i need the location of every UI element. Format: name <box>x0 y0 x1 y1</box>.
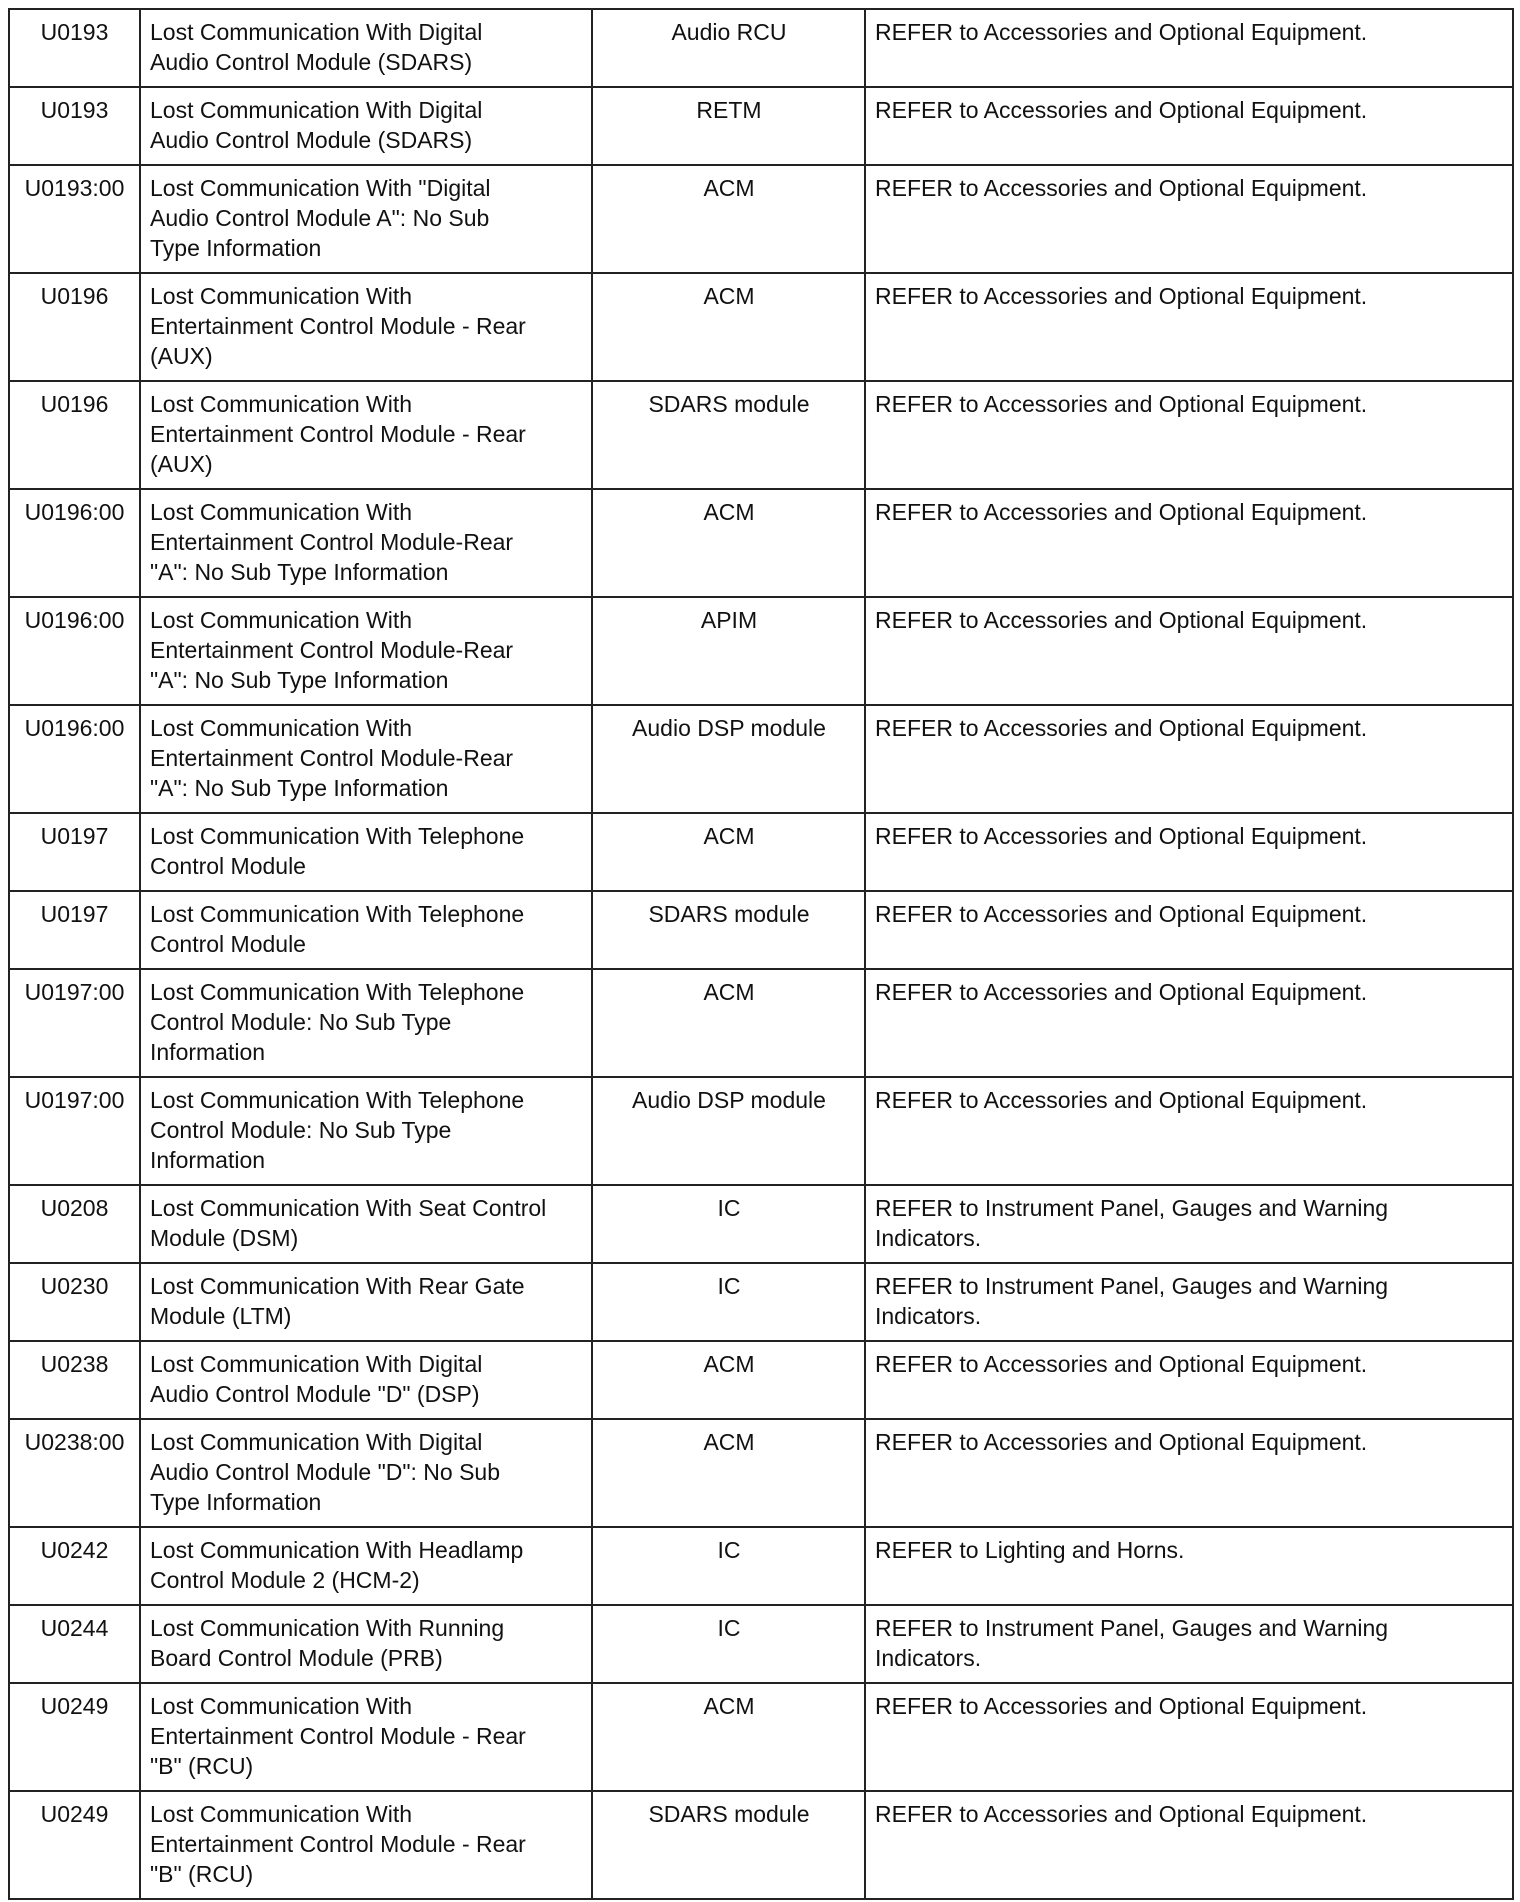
table-row <box>9 489 1513 597</box>
description-line: Entertainment Control Module-Rear <box>150 745 514 771</box>
description-cell <box>140 273 592 381</box>
module-cell: ACM <box>592 165 865 273</box>
description-line: Audio Control Module A": No Sub <box>150 205 490 231</box>
table-row <box>9 813 1513 891</box>
description-cell <box>140 705 592 813</box>
action-cell <box>865 597 1513 705</box>
action-line: Indicators. <box>875 1225 982 1251</box>
module-cell: ACM <box>592 273 865 381</box>
module-cell: IC <box>592 1605 865 1683</box>
action-line: REFER to Lighting and Horns. <box>875 1537 1185 1563</box>
dtc-code-cell: U0197 <box>9 813 140 891</box>
description-line: (AUX) <box>150 343 213 369</box>
description-line: "A": No Sub Type Information <box>150 775 449 801</box>
action-line: REFER to Accessories and Optional Equipment. <box>875 607 1368 633</box>
dtc-code-cell: U0208 <box>9 1185 140 1263</box>
description-line: Lost Communication With <box>150 1693 413 1719</box>
action-cell <box>865 969 1513 1077</box>
description-line: Audio Control Module "D" (DSP) <box>150 1381 480 1407</box>
dtc-code-cell: U0197:00 <box>9 1077 140 1185</box>
description-cell <box>140 1527 592 1605</box>
description-cell <box>140 891 592 969</box>
description-cell <box>140 813 592 891</box>
description-cell <box>140 1185 592 1263</box>
dtc-code-cell: U0193 <box>9 87 140 165</box>
action-line: REFER to Instrument Panel, Gauges and Warning <box>875 1615 1389 1641</box>
table-row <box>9 1527 1513 1605</box>
description-cell <box>140 1791 592 1899</box>
dtc-code-cell: U0196:00 <box>9 597 140 705</box>
description-line: Lost Communication With Rear Gate <box>150 1273 525 1299</box>
dtc-code-cell: U0244 <box>9 1605 140 1683</box>
description-line: Audio Control Module (SDARS) <box>150 49 473 75</box>
description-line: (AUX) <box>150 451 213 477</box>
table-row <box>9 1791 1513 1899</box>
description-cell <box>140 597 592 705</box>
description-line: Type Information <box>150 235 322 261</box>
module-cell: Audio DSP module <box>592 1077 865 1185</box>
description-cell <box>140 1077 592 1185</box>
module-cell: SDARS module <box>592 381 865 489</box>
table-row <box>9 969 1513 1077</box>
dtc-code-cell: U0197:00 <box>9 969 140 1077</box>
table-row <box>9 597 1513 705</box>
description-line: Lost Communication With Digital <box>150 97 483 123</box>
table-row <box>9 273 1513 381</box>
action-cell <box>865 705 1513 813</box>
module-cell: ACM <box>592 489 865 597</box>
module-cell: ACM <box>592 813 865 891</box>
module-cell: Audio RCU <box>592 9 865 87</box>
action-cell <box>865 1791 1513 1899</box>
description-line: Entertainment Control Module-Rear <box>150 529 514 555</box>
table-row <box>9 1341 1513 1419</box>
dtc-code-cell: U0238:00 <box>9 1419 140 1527</box>
description-line: Control Module <box>150 931 306 957</box>
description-line: Board Control Module (PRB) <box>150 1645 443 1671</box>
action-cell <box>865 1683 1513 1791</box>
table-row <box>9 1683 1513 1791</box>
module-cell: RETM <box>592 87 865 165</box>
action-line: REFER to Instrument Panel, Gauges and Warning <box>875 1273 1389 1299</box>
description-line: Control Module: No Sub Type <box>150 1009 452 1035</box>
description-line: Lost Communication With <box>150 283 413 309</box>
description-line: Lost Communication With "Digital <box>150 175 491 201</box>
action-line: REFER to Accessories and Optional Equipment. <box>875 1429 1368 1455</box>
table-row <box>9 1185 1513 1263</box>
action-line: REFER to Accessories and Optional Equipment. <box>875 1693 1368 1719</box>
description-line: Lost Communication With <box>150 715 413 741</box>
action-line: REFER to Accessories and Optional Equipment. <box>875 715 1368 741</box>
dtc-code-cell: U0196 <box>9 381 140 489</box>
description-line: Lost Communication With Digital <box>150 1429 483 1455</box>
description-cell <box>140 9 592 87</box>
action-cell <box>865 9 1513 87</box>
description-line: Lost Communication With <box>150 391 413 417</box>
dtc-code-cell: U0249 <box>9 1791 140 1899</box>
description-cell <box>140 1341 592 1419</box>
action-cell <box>865 1341 1513 1419</box>
module-cell: Audio DSP module <box>592 705 865 813</box>
dtc-code-cell: U0249 <box>9 1683 140 1791</box>
dtc-table <box>8 8 1514 1900</box>
description-line: Lost Communication With Telephone <box>150 979 525 1005</box>
description-cell <box>140 1683 592 1791</box>
action-line: Indicators. <box>875 1645 982 1671</box>
description-line: Audio Control Module (SDARS) <box>150 127 473 153</box>
description-line: Entertainment Control Module - Rear <box>150 1831 526 1857</box>
table-row <box>9 1077 1513 1185</box>
action-line: REFER to Instrument Panel, Gauges and Warning <box>875 1195 1389 1221</box>
table-row <box>9 1605 1513 1683</box>
dtc-code-cell: U0238 <box>9 1341 140 1419</box>
dtc-table-body <box>9 9 1513 1899</box>
description-cell <box>140 1419 592 1527</box>
dtc-code-cell: U0196:00 <box>9 705 140 813</box>
action-cell <box>865 489 1513 597</box>
description-line: Lost Communication With <box>150 607 413 633</box>
dtc-code-cell: U0230 <box>9 1263 140 1341</box>
action-cell <box>865 1419 1513 1527</box>
action-line: REFER to Accessories and Optional Equipment. <box>875 175 1368 201</box>
action-line: REFER to Accessories and Optional Equipment. <box>875 1351 1368 1377</box>
action-line: Indicators. <box>875 1303 982 1329</box>
table-row <box>9 9 1513 87</box>
action-cell <box>865 87 1513 165</box>
description-cell <box>140 1263 592 1341</box>
module-cell: ACM <box>592 1683 865 1791</box>
description-line: Information <box>150 1039 266 1065</box>
description-cell <box>140 165 592 273</box>
description-line: "B" (RCU) <box>150 1861 254 1887</box>
description-cell <box>140 489 592 597</box>
action-line: REFER to Accessories and Optional Equipment. <box>875 1801 1368 1827</box>
action-cell <box>865 891 1513 969</box>
module-cell: ACM <box>592 969 865 1077</box>
module-cell: IC <box>592 1185 865 1263</box>
action-line: REFER to Accessories and Optional Equipment. <box>875 19 1368 45</box>
dtc-code-cell: U0193:00 <box>9 165 140 273</box>
description-line: Lost Communication With Telephone <box>150 1087 525 1113</box>
description-line: Type Information <box>150 1489 322 1515</box>
action-line: REFER to Accessories and Optional Equipment. <box>875 1087 1368 1113</box>
description-line: Lost Communication With Running <box>150 1615 505 1641</box>
description-line: "A": No Sub Type Information <box>150 667 449 693</box>
description-line: Lost Communication With Digital <box>150 1351 483 1377</box>
description-cell <box>140 969 592 1077</box>
action-line: REFER to Accessories and Optional Equipment. <box>875 391 1368 417</box>
module-cell: SDARS module <box>592 891 865 969</box>
description-cell <box>140 87 592 165</box>
description-line: Entertainment Control Module - Rear <box>150 1723 526 1749</box>
dtc-code-cell: U0196:00 <box>9 489 140 597</box>
description-cell <box>140 1605 592 1683</box>
description-line: Module (DSM) <box>150 1225 299 1251</box>
module-cell: IC <box>592 1263 865 1341</box>
table-row <box>9 705 1513 813</box>
description-line: Control Module <box>150 853 306 879</box>
module-cell: IC <box>592 1527 865 1605</box>
description-line: Lost Communication With <box>150 1801 413 1827</box>
dtc-code-cell: U0193 <box>9 9 140 87</box>
table-row <box>9 891 1513 969</box>
module-cell: ACM <box>592 1419 865 1527</box>
dtc-code-cell: U0242 <box>9 1527 140 1605</box>
module-cell: APIM <box>592 597 865 705</box>
action-line: REFER to Accessories and Optional Equipment. <box>875 823 1368 849</box>
description-line: Lost Communication With Telephone <box>150 901 525 927</box>
module-cell: ACM <box>592 1341 865 1419</box>
table-row <box>9 1263 1513 1341</box>
action-cell <box>865 813 1513 891</box>
description-line: Lost Communication With Headlamp <box>150 1537 524 1563</box>
description-line: Lost Communication With Telephone <box>150 823 525 849</box>
dtc-code-cell: U0197 <box>9 891 140 969</box>
module-cell: SDARS module <box>592 1791 865 1899</box>
description-line: Information <box>150 1147 266 1173</box>
action-line: REFER to Accessories and Optional Equipment. <box>875 499 1368 525</box>
action-cell <box>865 165 1513 273</box>
description-line: Module (LTM) <box>150 1303 292 1329</box>
action-cell <box>865 1605 1513 1683</box>
table-row <box>9 87 1513 165</box>
action-cell <box>865 1077 1513 1185</box>
action-cell <box>865 1527 1513 1605</box>
action-cell <box>865 273 1513 381</box>
description-line: Control Module 2 (HCM-2) <box>150 1567 420 1593</box>
table-row <box>9 165 1513 273</box>
action-line: REFER to Accessories and Optional Equipment. <box>875 901 1368 927</box>
description-line: Lost Communication With Digital <box>150 19 483 45</box>
action-cell <box>865 1185 1513 1263</box>
description-line: "B" (RCU) <box>150 1753 254 1779</box>
action-line: REFER to Accessories and Optional Equipment. <box>875 979 1368 1005</box>
action-cell <box>865 381 1513 489</box>
description-line: Entertainment Control Module-Rear <box>150 637 514 663</box>
description-line: Entertainment Control Module - Rear <box>150 313 526 339</box>
table-row <box>9 1419 1513 1527</box>
description-line: Lost Communication With Seat Control <box>150 1195 547 1221</box>
description-line: Lost Communication With <box>150 499 413 525</box>
description-line: Audio Control Module "D": No Sub <box>150 1459 501 1485</box>
dtc-code-cell: U0196 <box>9 273 140 381</box>
table-row <box>9 381 1513 489</box>
action-line: REFER to Accessories and Optional Equipment. <box>875 283 1368 309</box>
description-line: Control Module: No Sub Type <box>150 1117 452 1143</box>
description-line: Entertainment Control Module - Rear <box>150 421 526 447</box>
action-cell <box>865 1263 1513 1341</box>
description-line: "A": No Sub Type Information <box>150 559 449 585</box>
description-cell <box>140 381 592 489</box>
action-line: REFER to Accessories and Optional Equipment. <box>875 97 1368 123</box>
